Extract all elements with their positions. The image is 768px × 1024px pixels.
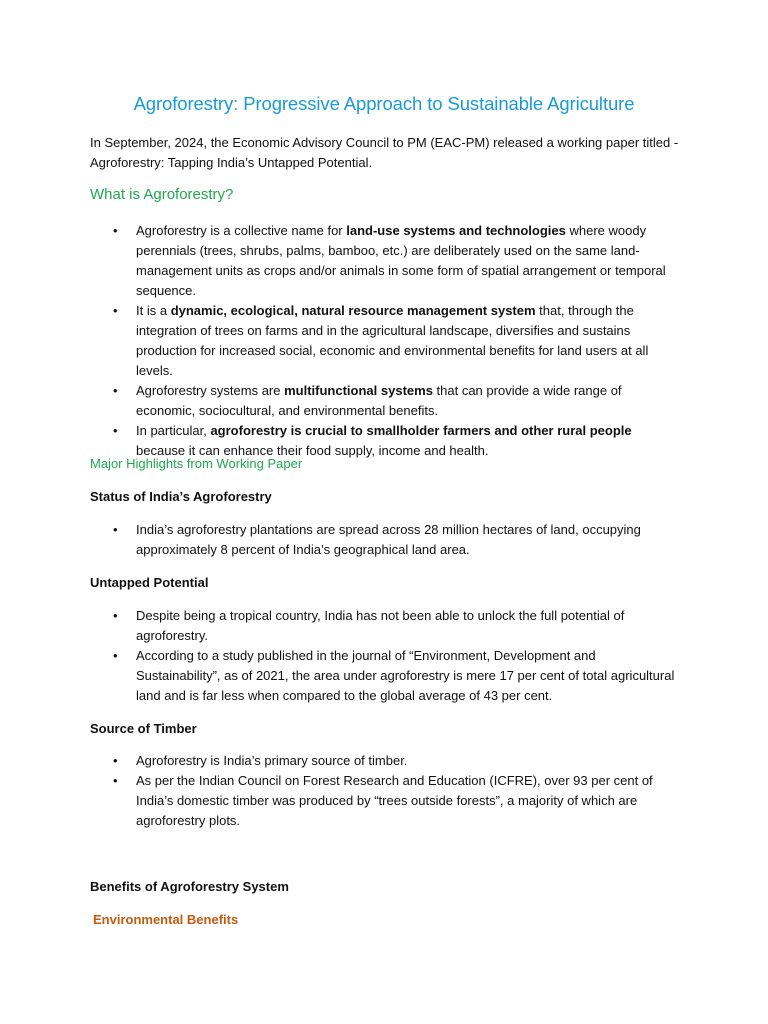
bullet-icon: • [113, 773, 118, 788]
bullet-icon: • [113, 753, 118, 768]
bullet-icon: • [113, 608, 118, 623]
bullet-icon: • [113, 223, 118, 238]
page-title: Agroforestry: Progressive Approach to Sustainable Agriculture [133, 93, 635, 114]
timber-list [90, 751, 680, 831]
list-item: • It is a dynamic, ecological, natural resource management system that, through the integration of trees on farms and in the agricultural landscape, diversifies and sustains production for increased social, economic and environmental benefits for land users at all levels. [113, 303, 649, 378]
bullet-icon: • [113, 648, 118, 663]
list-item: • According to a study published in the journal of “Environment, Development and Sustainability”, as of 2021, the area under agroforestry is mere 17 per cent of total agricultural land and is far less when compared to the global average of 43 per cent. [113, 648, 675, 703]
environmental-benefits-heading: Environmental Benefits [93, 912, 239, 927]
untapped-list [90, 606, 680, 706]
list-item: • India’s agroforestry plantations are spread across 28 million hectares of land, occupying approximately 8 percent of India’s geographical land area. [113, 522, 641, 557]
timber-heading: Source of Timber [90, 721, 197, 736]
list-item: • Agroforestry is India’s primary source of timber. [90, 751, 680, 771]
list-item: • Agroforestry is a collective name for land-use systems and technologies where woody perennials (trees, shrubs, palms, bamboo, etc.) are deliberately used on the same land-management units as crops and/or animals in some form of spatial arrangement or temporal sequence. [113, 223, 666, 298]
benefits-heading: Benefits of Agroforestry System [90, 879, 289, 894]
bullet-icon: • [113, 383, 118, 398]
list-item: • Despite being a tropical country, India has not been able to unlock the full potential of agroforestry. [113, 608, 625, 643]
bullet-icon: • [113, 522, 118, 537]
highlights-heading: Major Highlights from Working Paper [90, 456, 303, 471]
status-heading: Status of India’s Agroforestry [90, 489, 272, 504]
what-is-list [90, 221, 680, 461]
list-item: • Agroforestry systems are multifunctional systems that can provide a wide range of economic, sociocultural, and environmental benefits. [113, 383, 622, 418]
untapped-heading: Untapped Potential [90, 575, 209, 590]
list-item: • As per the Indian Council on Forest Research and Education (ICFRE), over 93 per cent of India’s domestic timber was produced by “trees outside forests”, a majority of which are agroforestry plots. [113, 773, 653, 828]
intro-paragraph: In September, 2024, the Economic Advisory Council to PM (EAC-PM) released a working paper titled - Agroforestry: Tapping India’s Untapped Potential. [90, 135, 679, 170]
status-list [90, 520, 680, 560]
bullet-icon: • [113, 303, 118, 318]
list-item: • In particular, agroforestry is crucial to smallholder farmers and other rural people because it can enhance their food supply, income and health. [113, 423, 632, 458]
what-is-heading: What is Agroforestry? [90, 186, 234, 203]
bullet-icon: • [113, 423, 118, 438]
